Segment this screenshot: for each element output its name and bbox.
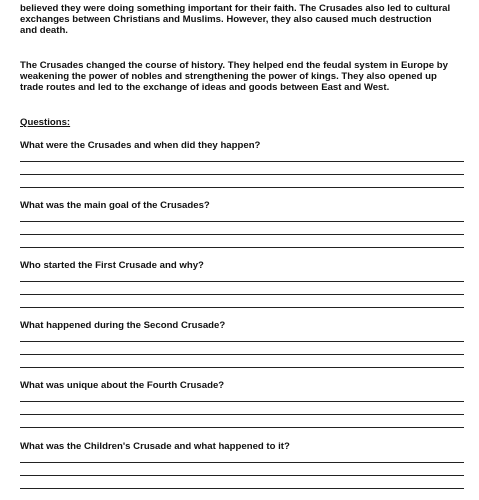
answer-line[interactable] bbox=[20, 187, 464, 188]
answer-line[interactable] bbox=[20, 354, 464, 355]
question-5: What was unique about the Fourth Crusade? bbox=[20, 380, 225, 391]
paragraph-line: weakening the power of nobles and strengthening the power of kings. They also opened up bbox=[20, 71, 437, 82]
paragraph-crusades-effects bbox=[20, 3, 472, 36]
paragraph-history-change bbox=[20, 60, 472, 93]
question-1: What were the Crusades and when did they happen? bbox=[20, 140, 261, 151]
answer-line[interactable] bbox=[20, 414, 464, 415]
answer-line[interactable] bbox=[20, 247, 464, 248]
answer-line[interactable] bbox=[20, 401, 464, 402]
answer-line[interactable] bbox=[20, 488, 464, 489]
answer-line[interactable] bbox=[20, 341, 464, 342]
question-2: What was the main goal of the Crusades? bbox=[20, 200, 210, 211]
paragraph-line: believed they were doing something important for their faith. The Crusades also led to cultural bbox=[20, 3, 451, 14]
question-3: Who started the First Crusade and why? bbox=[20, 260, 204, 271]
answer-line[interactable] bbox=[20, 307, 464, 308]
answer-line[interactable] bbox=[20, 475, 464, 476]
answer-line[interactable] bbox=[20, 221, 464, 222]
answer-line[interactable] bbox=[20, 427, 464, 428]
answer-line[interactable] bbox=[20, 294, 464, 295]
answer-line[interactable] bbox=[20, 281, 464, 282]
answer-line[interactable] bbox=[20, 174, 464, 175]
paragraph-line: exchanges between Christians and Muslims. However, they also caused much destruction bbox=[20, 14, 432, 25]
answer-line[interactable] bbox=[20, 161, 464, 162]
paragraph-line: and death. bbox=[20, 25, 68, 36]
question-6: What was the Children's Crusade and what happened to it? bbox=[20, 441, 290, 452]
answer-line[interactable] bbox=[20, 234, 464, 235]
answer-line[interactable] bbox=[20, 462, 464, 463]
questions-heading: Questions: bbox=[20, 117, 71, 128]
paragraph-line: trade routes and led to the exchange of ideas and goods between East and West. bbox=[20, 82, 390, 93]
paragraph-line: The Crusades changed the course of history. They helped end the feudal system in Europe by bbox=[20, 60, 448, 71]
question-4: What happened during the Second Crusade? bbox=[20, 320, 226, 331]
answer-line[interactable] bbox=[20, 367, 464, 368]
